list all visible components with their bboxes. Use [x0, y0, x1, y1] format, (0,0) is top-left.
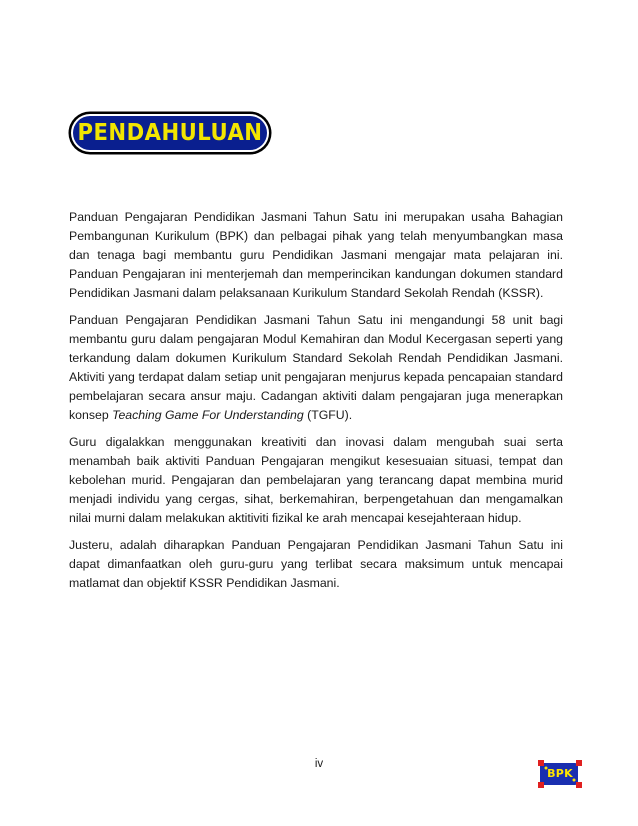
paragraph-2-text: Panduan Pengajaran Pendidikan Jasmani Tahun Satu ini mengandungi 58 unit bagi membantu guru dalam pengajaran Modul Kemahiran dan Modul Kecergasan seperti yang terkandung dalam dokumen Kurikulum Standard Sekolah Rendah Pendidikan Jasmani. Aktiviti yang terdapat dalam setiap unit pengajaran menjurus kepada pencapaian standard pembelajaran secara ansur maju. Cadangan aktiviti dalam pengajaran juga menerapkan konsep [69, 313, 563, 422]
paragraph-2-emphasis: Teaching Game For Understanding [112, 408, 304, 422]
paragraph-2 [69, 311, 563, 425]
paragraph-3-text: Guru digalakkan menggunakan kreativiti dan inovasi dalam mengubah suai serta menambah baik aktiviti Panduan Pengajaran mengikut kesesuaian situasi, tempat dan kebolehan murid. Pengajaran dan pembelajaran yang terancang dapat membina murid menjadi individu yang cergas, sihat, berkemahiran, berpengetahuan dan mengamalkan nilai murni dalam melakukan aktitiviti fizikal ke arah mencapai kesejahteraan hidup. [69, 435, 563, 525]
section-heading-badge [67, 110, 273, 156]
introduction-body [69, 208, 563, 601]
paragraph-2-tail: (TGFU). [303, 408, 353, 422]
page-title: PENDAHULUAN [77, 120, 263, 146]
paragraph-4-text: Justeru, adalah diharapkan Panduan Pengajaran Pendidikan Jasmani Tahun Satu ini dapat dimanfaatkan oleh guru-guru yang terlibat secara maksimum untuk mencapai matlamat dan objektif KSSR Pendidikan Jasmani. [69, 538, 563, 590]
bpk-logo [538, 760, 582, 788]
bpk-logo-text: BPK [547, 767, 573, 780]
page-number: iv [314, 758, 324, 770]
paragraph-1 [69, 208, 563, 303]
paragraph-3 [69, 433, 563, 528]
paragraph-1-text: Panduan Pengajaran Pendidikan Jasmani Tahun Satu ini merupakan usaha Bahagian Pembangunan Kurikulum (BPK) dan pelbagai pihak yang telah menyumbangkan masa dan tenaga bagi membantu guru Pendidikan Jasmani mengajar mata pelajaran ini. Panduan Pengajaran ini menterjemah dan memperincikan kandungan dokumen standard Pendidikan Jasmani dalam pelaksanaan Kurikulum Standard Sekolah Rendah (KSSR). [69, 210, 563, 300]
paragraph-4 [69, 536, 563, 593]
